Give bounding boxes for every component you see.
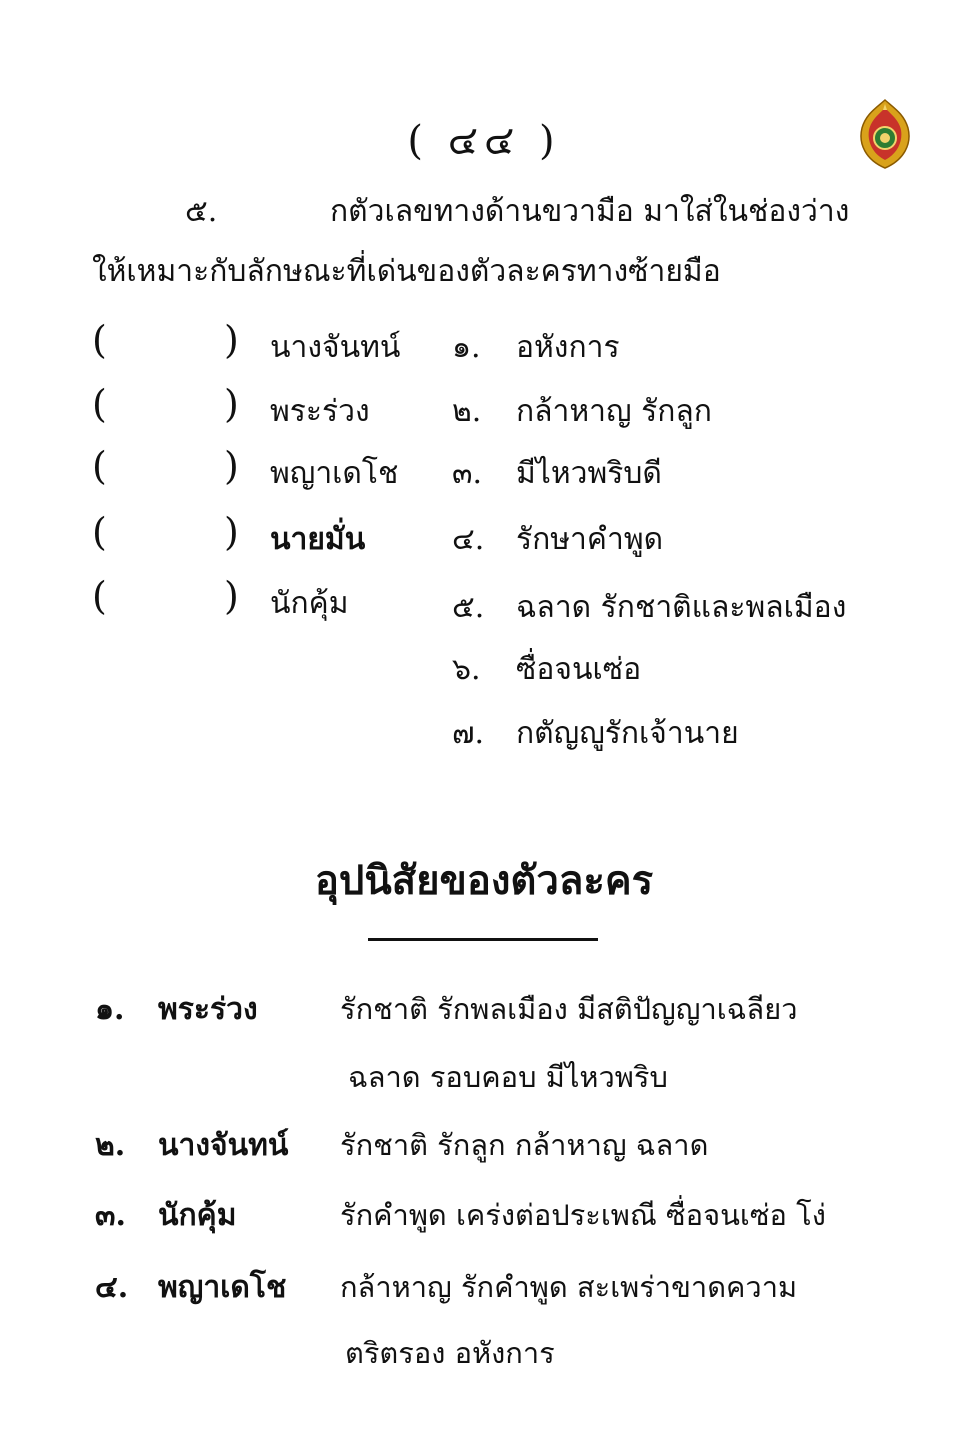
trait-item [0,986,968,1046]
trait-number: ๔. [95,1270,129,1305]
option-text: มีไหวพริบดี [516,456,662,491]
trait-character-name: นางจันทน์ [158,1128,289,1163]
answer-paren-open: ( [92,574,107,618]
option-number: ๔. [452,522,485,557]
option-text: อหังการ [516,330,620,365]
trait-description: รักชาติ รักพลเมือง มีสติปัญญาเฉลียว [340,992,798,1026]
trait-item [0,1122,968,1182]
trait-item [0,1264,968,1324]
instruction-line-2: ให้เหมาะกับลักษณะที่เด่นของตัวละครทางซ้ายมือ [92,254,721,289]
character-name: นางจันทน์ [270,330,401,365]
matching-row [0,510,968,574]
option-text: ซื่อจนเซ่อ [516,652,642,687]
trait-description: ฉลาด รอบคอบ มีไหวพริบ [348,1060,668,1094]
matching-row [0,444,968,508]
option-number: ๓. [452,456,483,491]
answer-paren-close: ) [224,510,239,554]
character-name: พญาเดโช [270,456,399,491]
trait-number: ๑. [95,992,125,1027]
emblem-logo [856,98,914,170]
trait-item-continued [0,1330,968,1390]
matching-row [0,708,968,768]
answer-paren-close: ) [224,574,239,618]
trait-description: รักคำพูด เคร่งต่อประเพณี ซื่อจนเซ่อ โง่ [340,1198,826,1232]
trait-character-name: พระร่วง [158,992,258,1027]
answer-paren-open: ( [92,318,107,362]
trait-description: กล้าหาญ รักคำพูด สะเพร่าขาดความ [340,1270,798,1304]
trait-item [0,1192,968,1252]
option-text: ฉลาด รักชาติและพลเมือง [516,590,847,625]
option-number: ๕. [452,590,485,625]
trait-character-name: นักคุ้ม [158,1198,237,1233]
answer-paren-close: ) [224,444,239,488]
trait-item-continued [0,1054,968,1114]
trait-number: ๓. [95,1198,126,1233]
trait-number: ๒. [95,1128,126,1163]
matching-row [0,574,968,638]
matching-row [0,318,968,382]
answer-paren-close: ) [224,318,239,362]
matching-row [0,644,968,704]
option-number: ๑. [452,330,481,365]
option-text: กล้าหาญ รักลูก [516,394,712,429]
heading-underline [368,938,598,941]
character-name: พระร่วง [270,394,370,429]
answer-paren-open: ( [92,444,107,488]
trait-character-name: พญาเดโช [158,1270,287,1305]
character-name: นักคุ้ม [270,586,349,621]
answer-paren-close: ) [224,382,239,426]
trait-description: ตริตรอง อหังการ [345,1336,555,1370]
section-heading: อุปนิสัยของตัวละคร [314,857,654,904]
option-text: รักษาคำพูด [516,522,664,557]
trait-description: รักชาติ รักลูก กล้าหาญ ฉลาด [340,1128,709,1162]
answer-paren-open: ( [92,382,107,426]
option-number: ๗. [452,716,485,751]
option-text: กตัญญูรักเจ้านาย [516,716,739,751]
page-number: ( ๔๔ ) [407,118,561,164]
matching-row [0,382,968,446]
instruction-number: ๕. [185,194,218,229]
answer-paren-open: ( [92,510,107,554]
instruction-line-1: กตัวเลขทางด้านขวามือ มาใส่ในช่องว่าง [330,194,850,229]
character-name: นายมั่น [270,522,366,557]
option-number: ๖. [452,652,481,687]
option-number: ๒. [452,394,482,429]
